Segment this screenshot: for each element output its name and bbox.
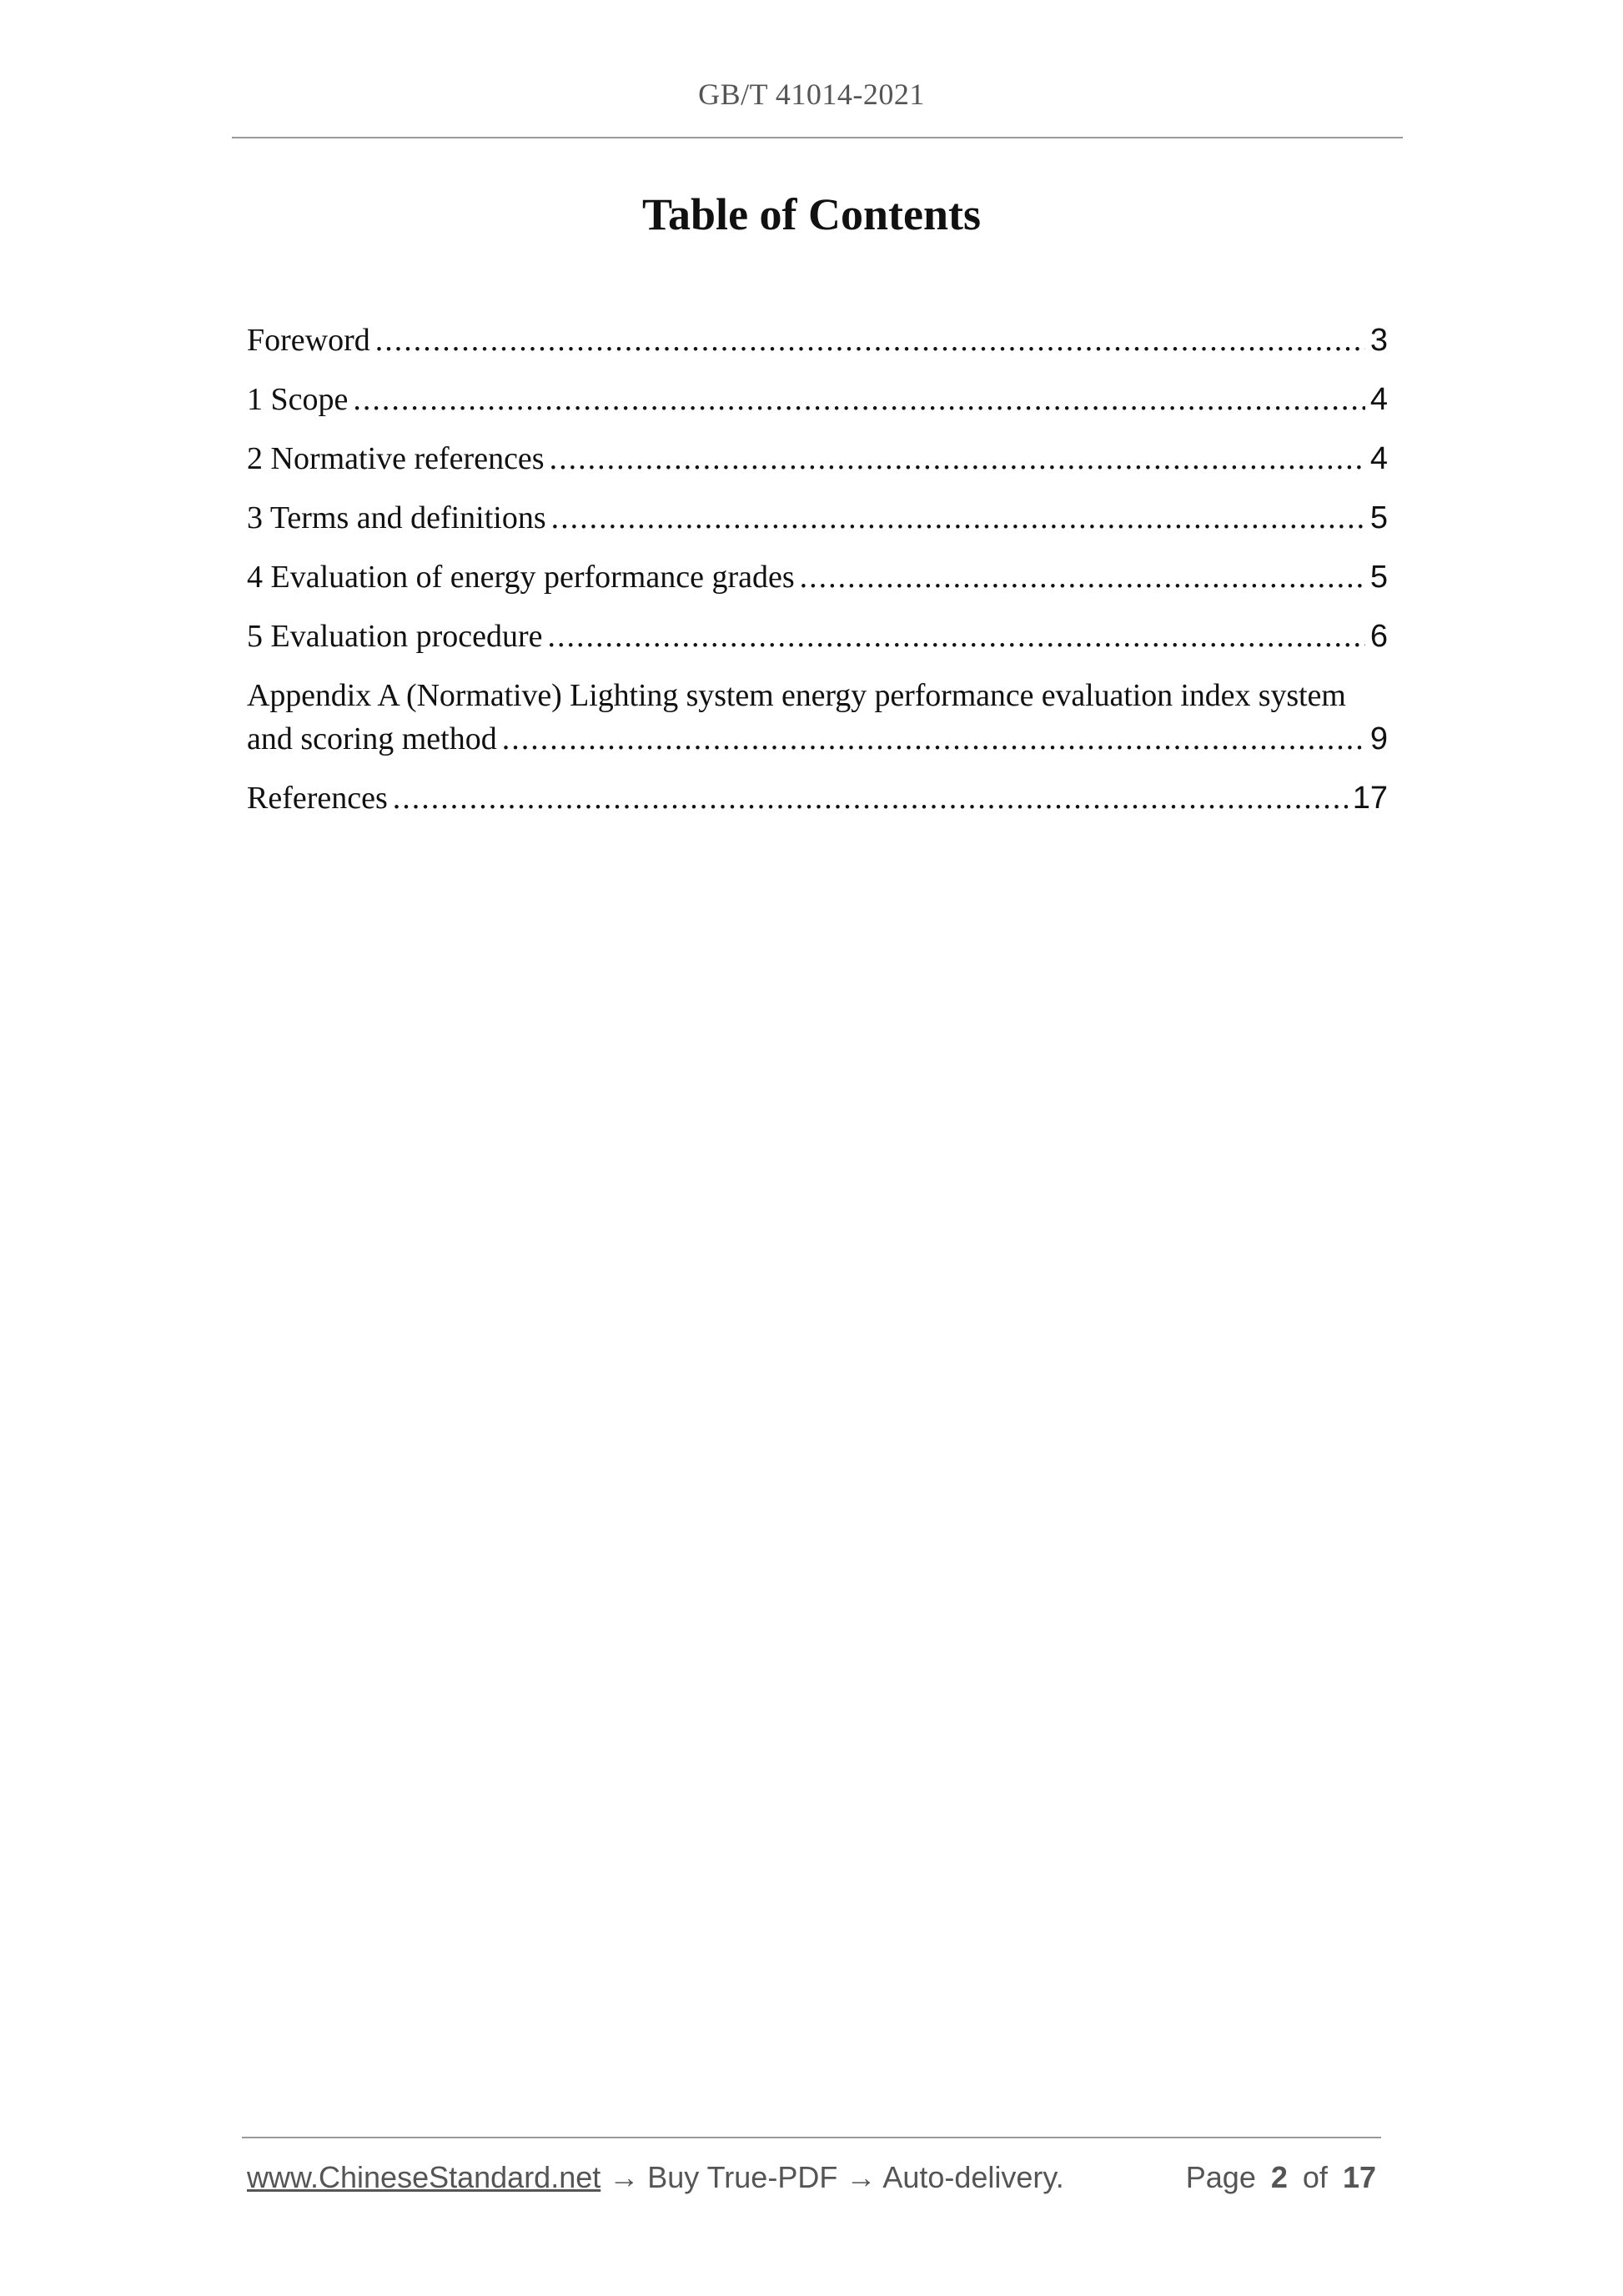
toc-entry-terms-and-definitions[interactable]	[247, 496, 1388, 540]
toc-entry-label: 1 Scope	[247, 382, 349, 417]
toc-entry-label: 5 Evaluation procedure	[247, 619, 543, 654]
toc-entry-normative-references[interactable]	[247, 437, 1388, 480]
toc-entry-page: 17	[1352, 781, 1388, 816]
toc-entry-label: 2 Normative references	[247, 441, 545, 476]
toc-entry-page: 4	[1369, 441, 1388, 476]
page-title: Table of Contents	[641, 189, 982, 239]
toc-entry-page: 4	[1369, 382, 1388, 417]
total-pages-number: 17	[1342, 2160, 1376, 2194]
table-of-contents	[247, 319, 1388, 836]
toc-entry-page: 6	[1369, 619, 1388, 654]
dot-leader	[393, 776, 1348, 820]
dot-leader	[375, 319, 1365, 362]
toc-entry-label: References	[247, 781, 388, 816]
page-word: Page	[1185, 2160, 1256, 2194]
toc-entry-label: Foreword	[247, 323, 370, 358]
page-indicator	[1183, 2160, 1379, 2195]
footer-promo	[247, 2160, 1064, 2195]
toc-entry-label: 3 Terms and definitions	[247, 500, 546, 535]
of-word: of	[1302, 2160, 1328, 2194]
toc-entry-page: 3	[1369, 323, 1388, 358]
toc-entry-label-line2: and scoring method	[247, 721, 497, 756]
dot-leader	[502, 717, 1365, 761]
running-header: GB/T 41014-2021	[698, 78, 925, 111]
toc-entry-page: 9	[1369, 721, 1388, 756]
dot-leader	[353, 378, 1364, 421]
current-page-number: 2	[1270, 2160, 1288, 2194]
header-divider	[232, 137, 1403, 138]
toc-entry-appendix-a[interactable]	[247, 674, 1388, 761]
dot-leader	[551, 496, 1365, 540]
page-footer	[247, 2160, 1379, 2195]
footer-divider	[242, 2137, 1381, 2138]
toc-entry-evaluation-procedure[interactable]	[247, 615, 1388, 658]
toc-entry-page: 5	[1369, 560, 1388, 595]
toc-entry-references[interactable]	[247, 776, 1388, 820]
toc-entry-page: 5	[1369, 500, 1388, 535]
toc-entry-line2	[247, 717, 1388, 761]
dot-leader	[800, 555, 1365, 599]
site-link[interactable]: www.ChineseStandard.net	[247, 2160, 601, 2194]
toc-entry-evaluation-grades[interactable]	[247, 555, 1388, 599]
dot-leader	[550, 437, 1365, 480]
dot-leader	[548, 615, 1365, 658]
toc-entry-foreword[interactable]	[247, 319, 1388, 362]
toc-entry-label-line1: Appendix A (Normative) Lighting system energy performance evaluation index system	[247, 678, 1346, 713]
footer-promo-text: → Buy True-PDF → Auto-delivery.	[600, 2160, 1064, 2194]
toc-entry-scope[interactable]	[247, 378, 1388, 421]
toc-entry-label: 4 Evaluation of energy performance grades	[247, 560, 795, 595]
